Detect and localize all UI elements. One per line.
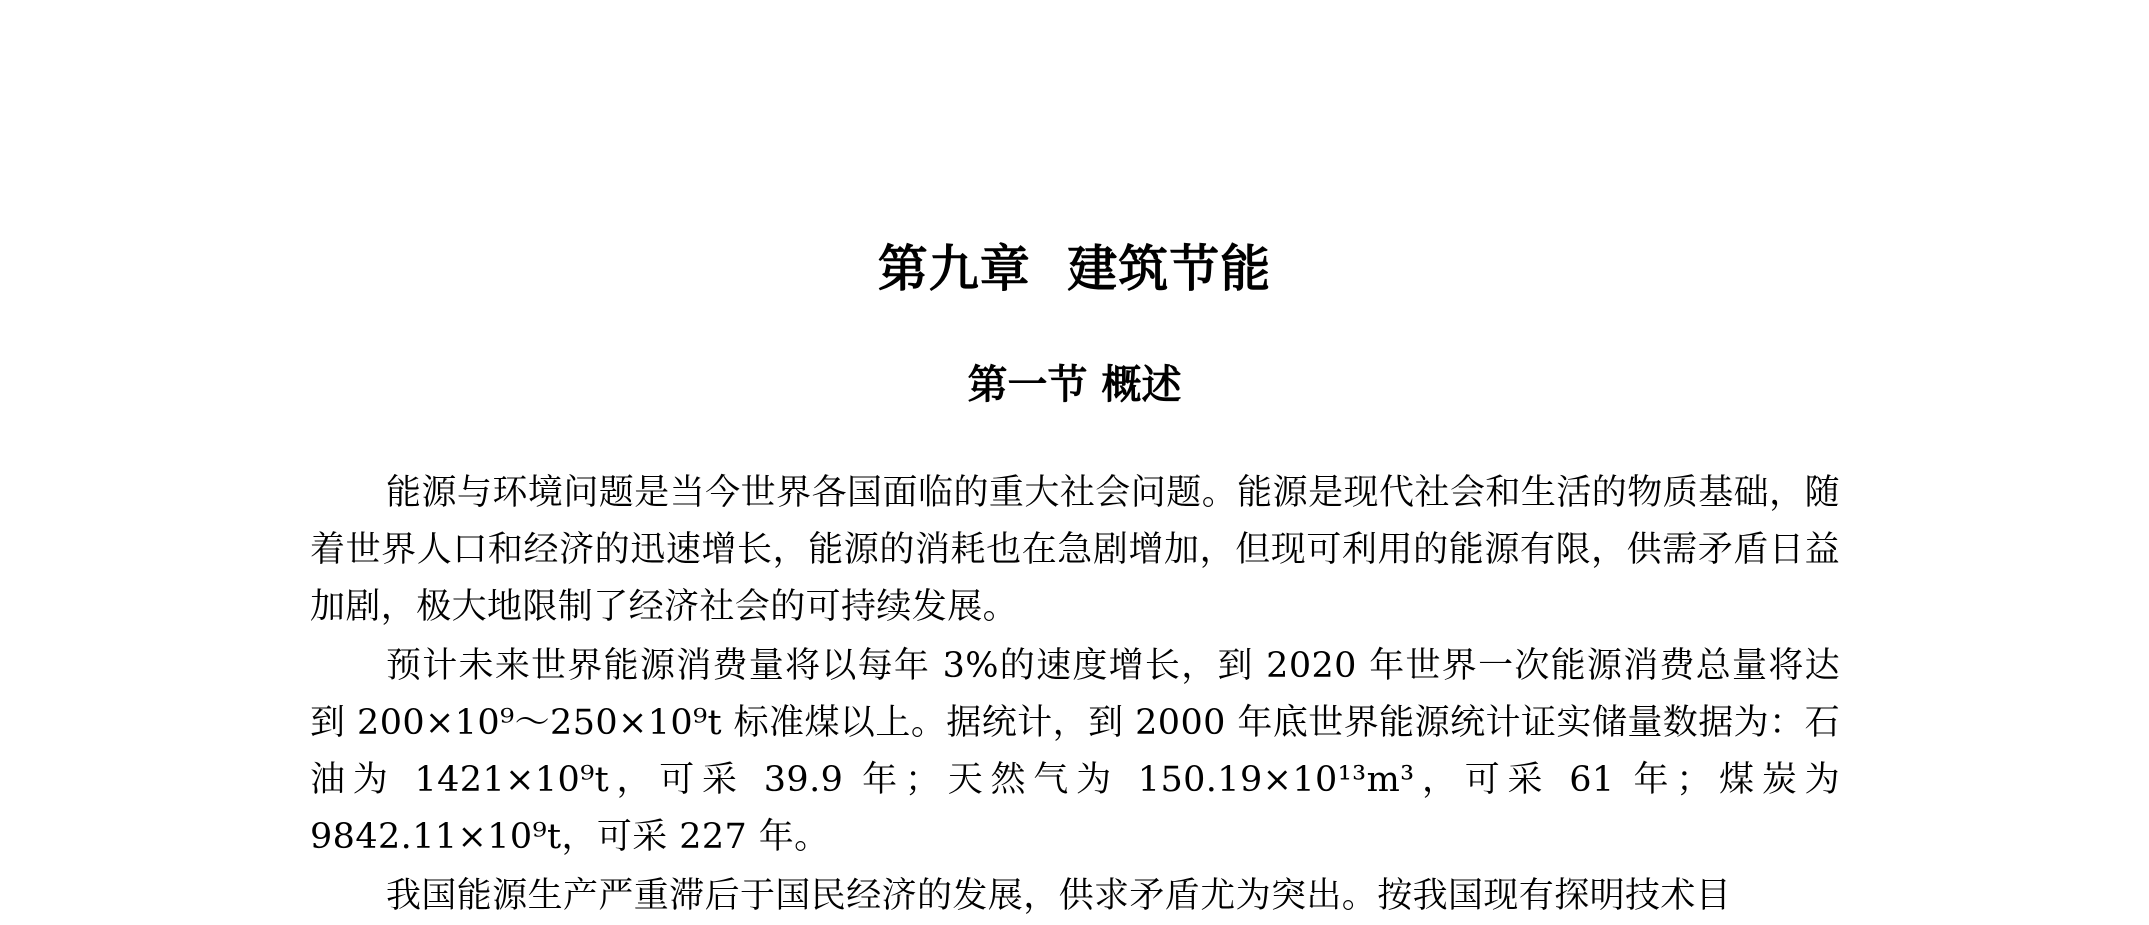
section-title: 第一节 概述 (967, 361, 1182, 408)
paragraph-2: 预计未来世界能源消费量将以每年 3%的速度增长，到 2020 年世界一次能源消费总量将达到 200×10⁹～250×10⁹t 标准煤以上。据统计，到 2000 年底世界能源统计证实储量数据为：石油为 1421×10⁹t，可采 39.9 年；天然气为 150.19×10¹³m³，可采 61 年；煤炭为 9842.11×10⁹t，可采 227 年。 (310, 646, 1840, 857)
paragraph-3: 我国能源生产严重滞后于国民经济的发展，供求矛盾尤为突出。按我国现有探明技术目 (386, 876, 1732, 916)
chapter-title: 第九章 建筑节能 (877, 239, 1272, 298)
paragraph-1: 能源与环境问题是当今世界各国面临的重大社会问题。能源是现代社会和生活的物质基础，随着世界人口和经济的迅速增长，能源的消耗也在急剧增加，但现可利用的能源有限，供需矛盾日益加剧，极大地限制了经济社会的可持续发展。 (310, 473, 1840, 627)
body-text (310, 465, 1840, 925)
